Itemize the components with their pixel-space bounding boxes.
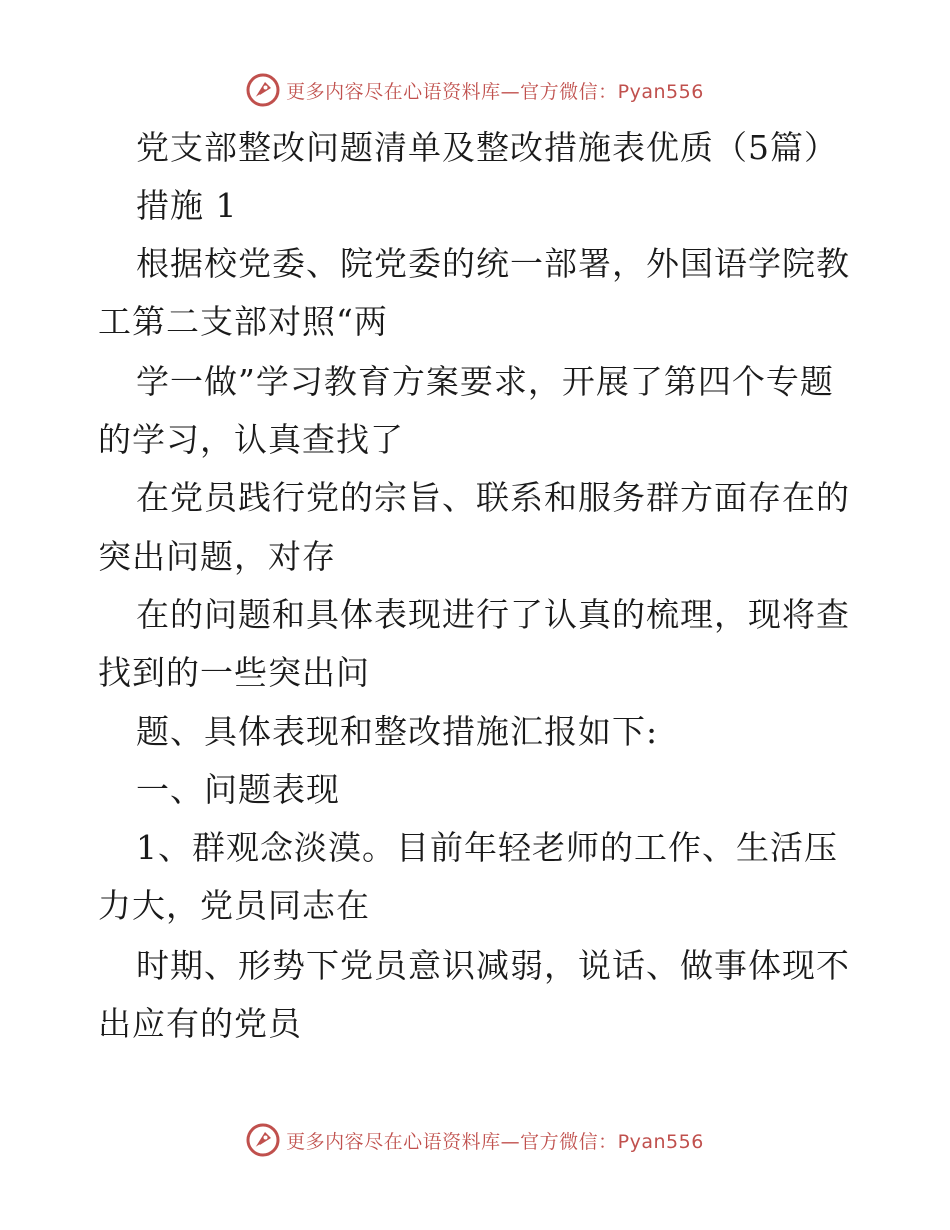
pen-nib-icon (246, 1123, 280, 1157)
text-line: 措施 1 (136, 186, 238, 225)
text-line: 学一做”学习教育方案要求，开展了第四个专题 (136, 362, 834, 401)
text-line: 在的问题和具体表现进行了认真的梳理，现将查 (136, 595, 850, 634)
text-line: 根据校党委、院党委的统一部署，外国语学院教 (136, 244, 850, 283)
section-heading: 一、问题表现 (136, 770, 340, 809)
text-line: 找到的一些突出问 (98, 653, 370, 692)
watermark-banner-top (0, 70, 950, 110)
text-line: 出应有的党员 (98, 1004, 302, 1043)
watermark-text-top: 更多内容尽在心语资料库—官方微信：Pyan556 (286, 80, 704, 103)
text-line: 题、具体表现和整改措施汇报如下: (136, 712, 659, 751)
text-line: 的学习，认真查找了 (98, 420, 404, 459)
text-line: 工第二支部对照“两 (98, 302, 388, 341)
document-title: 党支部整改问题清单及整改措施表优质（5篇） (136, 128, 838, 167)
text-line: 1、群观念淡漠。目前年轻老师的工作、生活压 (136, 828, 838, 867)
watermark-banner-bottom (0, 1120, 950, 1160)
text-line: 时期、形势下党员意识减弱，说话、做事体现不 (136, 946, 850, 985)
pen-nib-icon (246, 73, 280, 107)
text-line: 在党员践行党的宗旨、联系和服务群方面存在的 (136, 478, 850, 517)
text-line: 力大，党员同志在 (98, 886, 370, 925)
text-line: 突出问题，对存 (98, 537, 336, 576)
watermark-text-bottom: 更多内容尽在心语资料库—官方微信：Pyan556 (286, 1130, 704, 1153)
